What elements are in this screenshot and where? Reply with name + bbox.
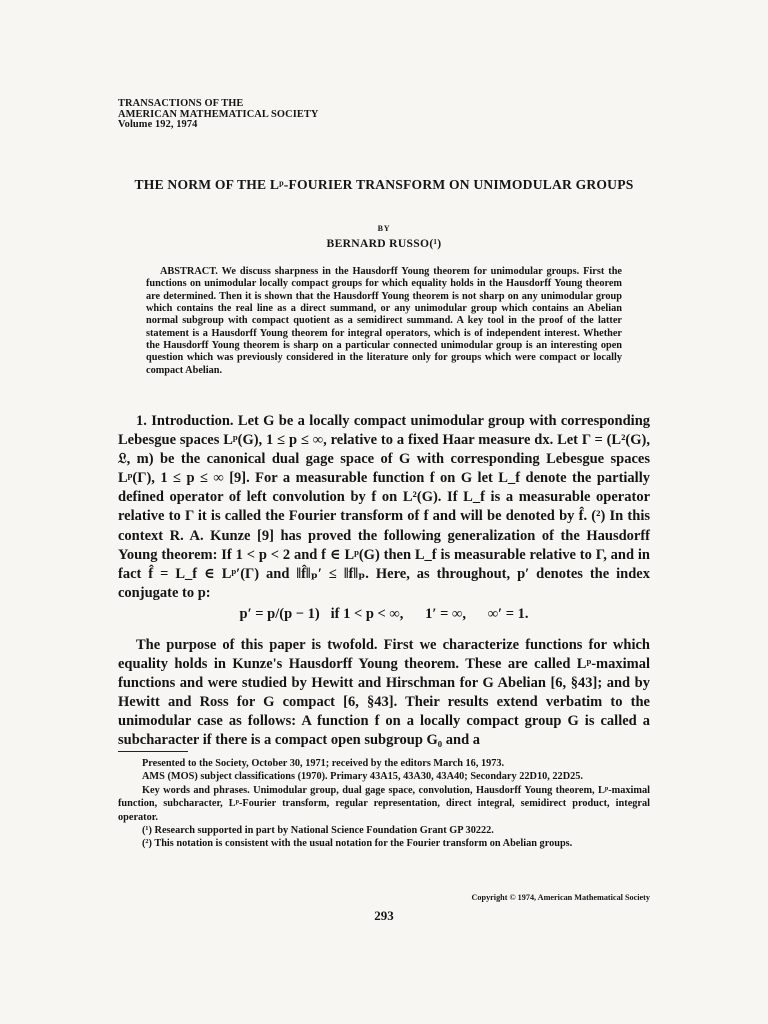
journal-header bbox=[118, 99, 319, 131]
page-number: 293 bbox=[374, 908, 394, 923]
footnote-classification: AMS (MOS) subject classifications (1970). Primary 43A15, 43A30, 43A40; Secondary 22D10, 22D25. bbox=[142, 771, 584, 783]
conjugate-index-formula: p′ = p/(p − 1) if 1 < p < ∞, 1′ = ∞, ∞′ = 1. bbox=[239, 606, 529, 622]
section-heading: 1. Introduction. bbox=[136, 413, 234, 429]
author-name: BERNARD RUSSO(¹) bbox=[326, 237, 442, 250]
footnotes bbox=[118, 757, 650, 851]
footnote-keywords: Key words and phrases. Unimodular group, dual gage space, convolution, Hausdorff Young theorem, Lᵖ-maximal function, subcharacter, Lᵖ-Fourier transform, regular representation, direct integral, semidirect product, integral operator. bbox=[118, 784, 650, 823]
journal-line-2: AMERICAN MATHEMATICAL SOCIETY bbox=[118, 108, 319, 120]
journal-volume: Volume 192, 1974 bbox=[118, 119, 198, 131]
footnote-divider bbox=[118, 751, 188, 752]
copyright-notice: Copyright © 1974, American Mathematical Society bbox=[471, 893, 650, 902]
introduction-paragraph-2: The purpose of this paper is twofold. First we characterize functions for which equality holds in Kunze's Hausdorff Young theorem. These are called Lᵖ-maximal functions and were studied by Hewitt and Hirschman for G Abelian [6, §43]; and by Hewitt and Ross for G compact [6, §43]. Their results extend verbatim to the unimodular case as follows: A function f on a locally compact group G is called a subcharacter if there is a compact open subgroup G₀ and a bbox=[118, 637, 650, 749]
introduction-text: Let G be a locally compact unimodular group with corresponding Lebesgue spaces Lᵖ(G), 1 ≤ p ≤ ∞, relative to a fixed Haar measure dx. Let Γ = (L²(G), 𝔏, m) be the canonical dual gage space of G with corresponding Lebesgue spaces Lᵖ(Γ), 1 ≤ p ≤ ∞ [9]. For a measurable function f on G let L_f denote the partially defined operator of left convolution by f on L²(G). If L_f is a measurable operator relative to Γ it is called the Fourier transform of f and will be denoted by f̂. (²) In this context R. A. Kunze [9] has proved the following generalization of the Hausdorff Young theorem: If 1 < p < 2 and f ∈ Lᵖ(G) then L_f is measurable relative to Γ, and in fact f̂ = L_f ∈ Lᵖ′(Γ) and ‖f̂‖ₚ′ ≤ ‖f‖ₚ. Here, as throughout, p′ denotes the index conjugate to p: bbox=[118, 413, 651, 601]
paper-title: THE NORM OF THE Lᵖ-FOURIER TRANSFORM ON UNIMODULAR GROUPS bbox=[134, 177, 634, 192]
footnote-received: Presented to the Society, October 30, 1971; received by the editors March 16, 1973. bbox=[142, 758, 505, 769]
footnote-2: (²) This notation is consistent with the usual notation for the Fourier transform on Abelian groups. bbox=[142, 838, 573, 850]
journal-line-1: TRANSACTIONS OF THE bbox=[118, 98, 244, 109]
by-line: BY bbox=[377, 224, 391, 233]
introduction-paragraph-1 bbox=[118, 412, 650, 603]
abstract: ABSTRACT. We discuss sharpness in the Hausdorff Young theorem for unimodular groups. First the functions on unimodular locally compact groups for which equality holds in the Hausdorff Young theorem are determined. Then it is shown that the Hausdorff Young theorem is not sharp on any unimodular group which contains the real line as a direct summand, or any unimodular group which contains an Abelian normal subgroup with compact quotient as a semidirect summand. A key tool in the proof of the latter statement is a Hausdorff Young theorem for integral operators, which is of independent interest. Whether the Hausdorff Young theorem is sharp on a particular connected unimodular group is an interesting open question which was previously considered in the literature only for groups which were compact or locally compact Abelian. bbox=[146, 266, 622, 376]
footnote-1: (¹) Research supported in part by National Science Foundation Grant GP 30222. bbox=[142, 825, 494, 837]
